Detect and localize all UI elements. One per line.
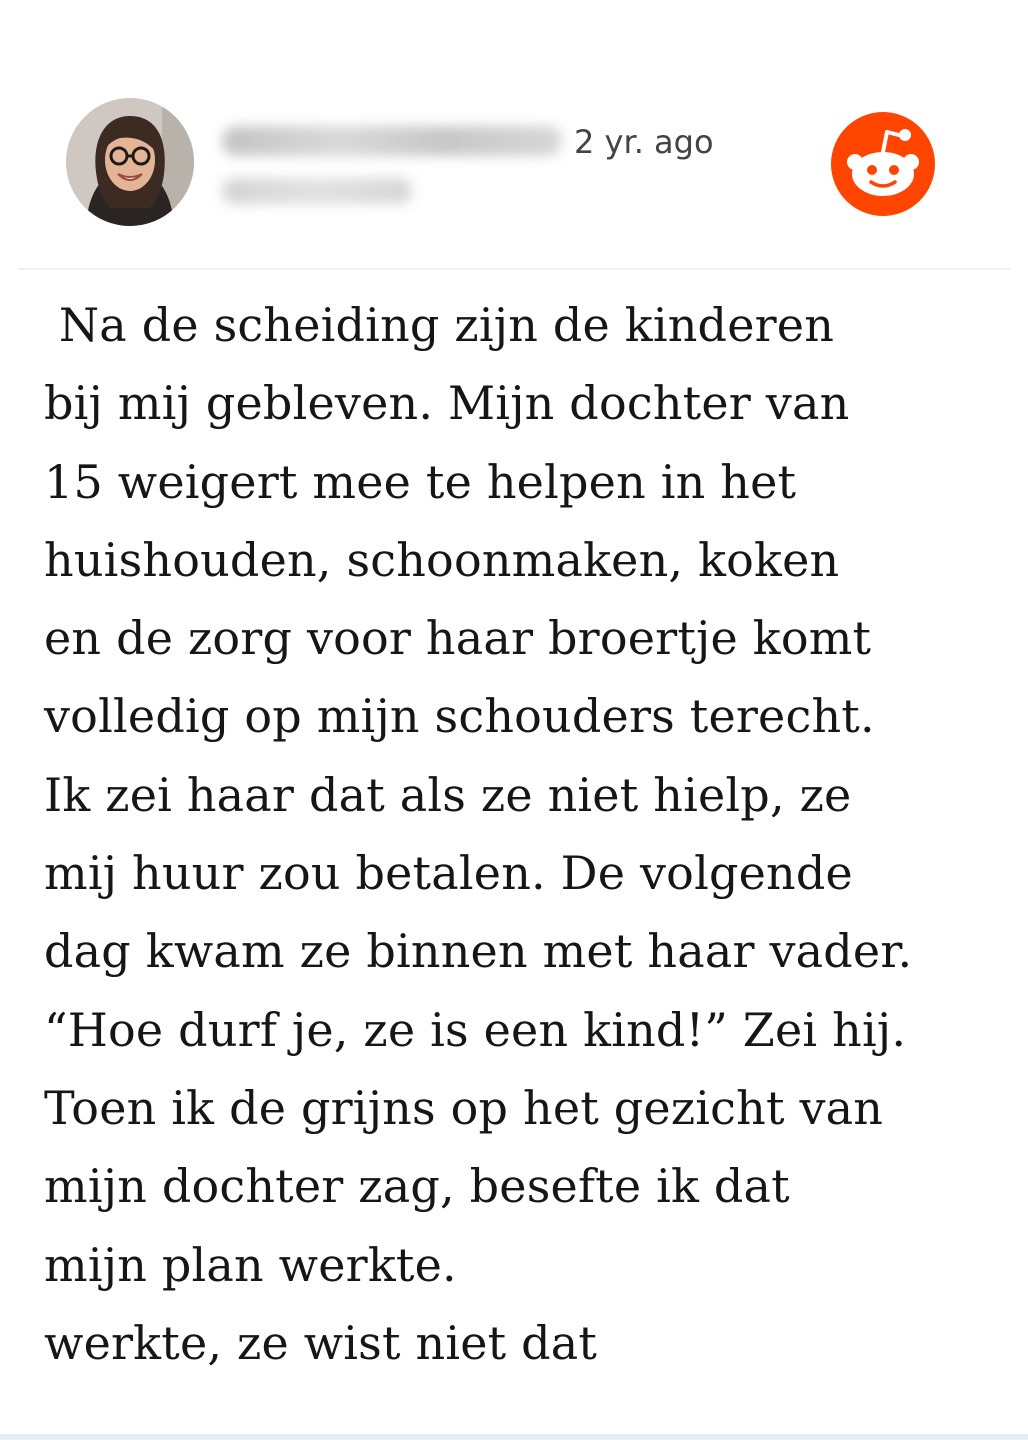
username-redacted[interactable] (222, 126, 562, 156)
post-body-line: bij mij gebleven. Mijn dochter van (44, 376, 850, 431)
post-body-line: huishouden, schoonmaken, koken (44, 532, 840, 587)
post-body-line: werkte, ze wist niet dat (44, 1315, 598, 1370)
avatar-photo-icon (66, 98, 194, 226)
bottom-edge (0, 1434, 1028, 1440)
post-body-line: Na de scheiding zijn de kinderen (44, 298, 835, 352)
header-divider (18, 268, 1010, 270)
avatar[interactable] (66, 98, 194, 226)
post-body-line: 15 weigert mee te helpen in het (44, 454, 797, 509)
post-body-line: Ik zei haar dat als ze niet hielp, ze (44, 767, 852, 822)
post-body-line: Toen ik de grijns op het gezicht van (44, 1080, 884, 1135)
post-body-line: mijn dochter zag, besefte ik dat (44, 1159, 790, 1214)
post-body-line: mijn plan werkte. (44, 1237, 457, 1292)
post-timestamp: 2 yr. ago (574, 123, 714, 161)
post-body-line: en de zorg voor haar broertje komt (44, 611, 872, 666)
post-body-line: “Hoe durf je, ze is een kind!” Zei hij. (44, 1002, 907, 1057)
post-body (44, 286, 1004, 1382)
post-header (0, 0, 1028, 270)
author-subline-redacted (222, 178, 412, 204)
post-body-line: mij huur zou betalen. De volgende (44, 846, 853, 901)
reddit-logo-icon (831, 112, 935, 216)
post-body-line: dag kwam ze binnen met haar vader. (44, 924, 913, 979)
post-body-line: volledig op mijn schouders terecht. (44, 689, 875, 744)
